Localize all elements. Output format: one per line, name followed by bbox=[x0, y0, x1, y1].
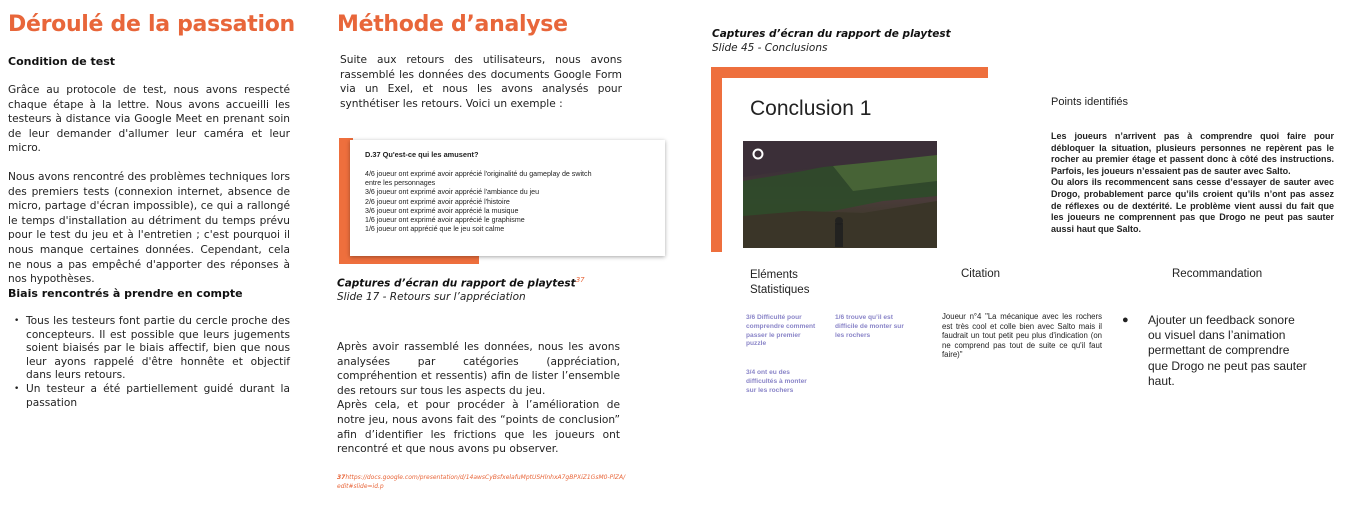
slide-accent-vertical bbox=[711, 67, 722, 252]
footnote-ref[interactable]: 37 bbox=[575, 276, 585, 284]
card-answer-line: 3/6 joueur ont exprimé avoir apprécié l'ambiance du jeu bbox=[365, 188, 540, 197]
middle-intro: Suite aux retours des utilisateurs, nous avons rassemblé les données des documents Google Form via un Exel, et nous les avons analysés pour synthétiser les retours. Voici un exemple : bbox=[340, 54, 622, 110]
card-answer-line: 1/6 joueur ont apprécié que le jeu soit calme bbox=[365, 225, 505, 234]
card-answer-line: 4/6 joueur ont exprimé avoir apprécié l'originalité du gameplay de switch bbox=[365, 170, 592, 178]
section-condition-title: Condition de test bbox=[8, 55, 116, 68]
bias-list bbox=[8, 315, 290, 410]
col-recommendation-heading: Recommandation bbox=[1172, 268, 1263, 280]
card-answers bbox=[365, 170, 665, 234]
left-paragraph-1: Grâce au protocole de test, nous avons respecté chaque étape à la lettre. Nous avons accueilli les testeurs à distance via Google Meet en prenant soin de leur demander d'allumer leur caméra et leur micro. bbox=[8, 84, 290, 155]
footnote-link[interactable]: https://docs.google.com/presentation/d/14awsCyBsfxelafuMptUSHlnhxA7gBPXiZ1GsM0-PlZA/edit#slide=id.p bbox=[337, 474, 626, 490]
game-scene-icon bbox=[743, 141, 937, 248]
footnote-number: 37 bbox=[337, 474, 346, 481]
col-elements-heading-line-1: Eléments bbox=[750, 269, 798, 281]
slide-title: Conclusion 1 bbox=[750, 97, 872, 120]
card-answer-line: 1/6 joueur ont exprimé avoir apprécié le graphisme bbox=[365, 216, 525, 225]
conclusion-slide bbox=[722, 78, 1352, 511]
bias-item: • Tous les testeurs font partie du cercle proche des concepteurs. Il est possible que leurs jugements soient biaisés par le biais affectif, bien que nous leur ayons rappelé d'être honnête et objectif dans leurs retours. bbox=[8, 315, 290, 383]
middle-body bbox=[337, 340, 620, 457]
left-paragraph-2: Nous avons rencontré des problèmes techniques lors des premiers tests (connexion internet, absence de micro, partage d'écran impossible), ce qui a rallongé le temps d'installation au détriment du temps prévu pour le test du jeu et à l'entretien ; c'est pourquoi il nous manque certaines données. Cependant, cela ne nous a pas empêché d'apporter des réponses à nos hypothèses. bbox=[8, 170, 290, 286]
middle-title: Méthode d’analyse bbox=[337, 12, 568, 37]
points-paragraph-1: Les joueurs n’arrivent pas à comprendre quoi faire pour débloquer la situation, plusieurs personnes ne repèrent pas le rocher au premier étage et passent donc à côté des instructions. Parfois, les joueurs n’essaient pas de sauter avec Salto. bbox=[1051, 131, 1334, 176]
middle-paragraph-1: Après avoir rassemblé les données, nous les avons analysées par catégories (appréciation, compréhention et ressentis) afin de lister l’ensemble des retours sur tous les aspects du jeu. bbox=[337, 341, 620, 397]
left-title: Déroulé de la passation bbox=[8, 12, 295, 37]
left-body bbox=[8, 83, 290, 287]
card-answer-line: entre les personnages bbox=[365, 179, 436, 188]
right-caption-title: Captures d’écran du rapport de playtest bbox=[712, 28, 951, 40]
middle-caption-title bbox=[337, 276, 585, 290]
col-citation-heading: Citation bbox=[961, 268, 1000, 280]
player-quote: Joueur n°4 "La mécanique avec les rochers est très cool et colle bien avec Salto mais il faudrait un tout petit peu plus d'indication (on ne comprend pas tout de suite ce qu'il faut faire)" bbox=[942, 312, 1102, 360]
points-paragraph-2: Ou alors ils recommencent sans cesse d’essayer de sauter avec Drogo, probablement parce qu’ils croient qu’ils n’ont pas assez de réflexes ou de dextérité. Le problème vient aussi du fait que les joueurs ne comprennent pas que Drogo ne peut pas sauter aussi haut que Salto. bbox=[1051, 177, 1334, 234]
section-bias-title: Biais rencontrés à prendre en compte bbox=[8, 287, 243, 300]
report-excerpt-card bbox=[350, 140, 665, 256]
card-question: D.37 Qu'est-ce qui les amusent? bbox=[365, 150, 479, 159]
col-elements-heading-line-2: Statistiques bbox=[750, 284, 810, 296]
middle-caption-subtitle: Slide 17 - Retours sur l’appréciation bbox=[337, 291, 526, 303]
middle-caption-text: Captures d’écran du rapport de playtest bbox=[337, 277, 576, 290]
middle-paragraph-2: Après cela, et pour procéder à l’amélioration de notre jeu, nous avons fait des “points de conclusion” afin d’identifier les frictions que les joueurs ont rencontré et que nous avons pu observer. bbox=[337, 399, 620, 456]
col-elements-heading bbox=[750, 268, 809, 298]
bullet-dot-icon: ● bbox=[1122, 314, 1129, 326]
stat-item: 3/6 Difficulté pour comprendre comment passer le premier puzzle bbox=[746, 314, 816, 348]
stat-item: 3/4 ont eu des difficultés à monter sur les rochers bbox=[746, 369, 807, 394]
slide-accent-horizontal bbox=[711, 67, 988, 78]
recommendation-text: Ajouter un feedback sonore ou visuel dans l’animation permettant de comprendre que Drogo ne peut pas sauter haut. bbox=[1148, 313, 1307, 388]
card-answer-line: 3/6 joueur ont exprimé avoir apprécié la musique bbox=[365, 206, 519, 215]
footnote bbox=[337, 473, 627, 491]
game-screenshot bbox=[743, 141, 937, 248]
points-text bbox=[1051, 131, 1334, 235]
card-answer-line: 2/6 joueur ont exprimé avoir apprécié l'histoire bbox=[365, 197, 510, 206]
bias-item: • Un testeur a été partiellement guidé durant la passation bbox=[8, 383, 290, 410]
right-caption-subtitle: Slide 45 - Conclusions bbox=[712, 42, 828, 54]
stat-item: 1/6 trouve qu’il est difficile de monter sur les rochers bbox=[835, 314, 904, 339]
points-heading: Points identifiés bbox=[1051, 96, 1129, 108]
